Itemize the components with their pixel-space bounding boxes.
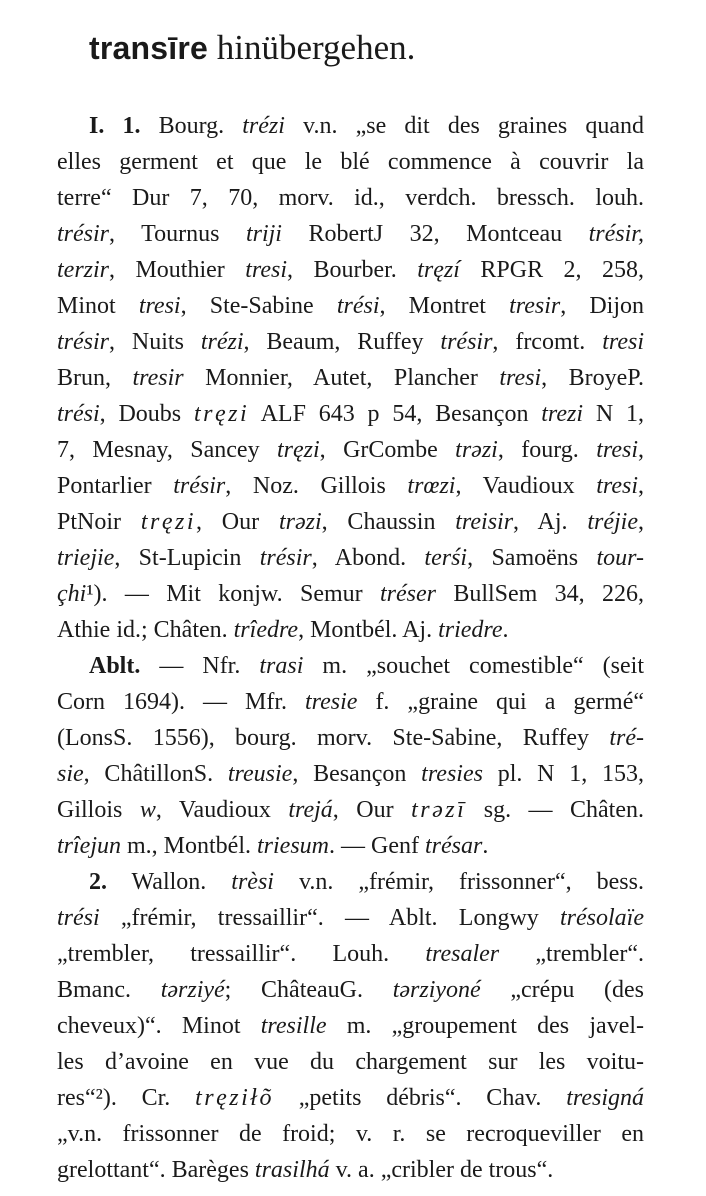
text-line: trési, Doubs tręzi ALF 643 p 54, Besançon trezi N 1, [57, 401, 644, 427]
text-line: les d’avoine en vue du chargement sur les voitu- [57, 1049, 644, 1075]
text-line: trési „frémir, tressaillir“. — Ablt. Longwy trésolaïe [57, 905, 644, 931]
text-line: elles germent et que le blé commence à couvrir la [57, 149, 644, 175]
text-line: Minot tresi, Ste-Sabine trési, Montret tresir, Dijon [57, 293, 644, 319]
text-line: res“²). Cr. tręziłõ „petits débris“. Chav. tresigná [57, 1085, 644, 1111]
entry-gloss: hinübergehen. [216, 28, 416, 67]
text-line: Athie id.; Châten. trîedre, Montbél. Aj. triedre. [57, 617, 509, 643]
text-line: trésir, Nuits trézi, Beaum, Ruffey trésir, frcomt. tresi [57, 329, 644, 355]
text-line: Gillois w, Vaudioux trejá, Our trəzī sg. — Châten. [57, 797, 644, 823]
text-line: Corn 1694). — Mfr. tresie f. „graine qui a germé“ [57, 689, 644, 715]
text-line: Ablt. — Nfr. trasi m. „souchet comestible“ (seit [89, 653, 645, 679]
text-line: grelottant“. Barèges trasilhá v. a. „cribler de trous“. [57, 1157, 554, 1183]
text-line: Bmanc. tərziyé; ChâteauG. tərziyoné „crépu (des [57, 977, 645, 1003]
text-line: Pontarlier trésir, Noz. Gillois trœzi, Vaudioux tresi, [57, 473, 645, 499]
text-line: „trembler, tressaillir“. Louh. tresaler „trembler“. [57, 941, 644, 967]
text-line: I. 1. Bourg. trézi v.n. „se dit des graines quand [89, 113, 644, 139]
text-line: PtNoir tręzi, Our trəzi, Chaussin treisir, Aj. tréjie, [57, 509, 644, 535]
text-line: trésir, Tournus triji RobertJ 32, Montceau trésir, [57, 221, 644, 247]
text-line: cheveux)“. Minot tresille m. „groupement des javel- [57, 1013, 645, 1039]
text-line: Brun, tresir Monnier, Autet, Plancher tresi, BroyeP. [57, 365, 644, 391]
text-line: 7, Mesnay, Sancey tręzi, GrCombe trəzi, fourg. tresi, [57, 437, 644, 463]
text-line: 2. Wallon. trèsi v.n. „frémir, frissonner“, bess. [89, 869, 644, 895]
text-line: trîejun m., Montbél. triesum. — Genf trésar. [57, 833, 489, 859]
text-line: çhi¹). — Mit konjw. Semur tréser BullSem 34, 226, [57, 581, 645, 607]
entry-heading [89, 26, 415, 70]
text-line: sie, ChâtillonS. treusie, Besançon tresies pl. N 1, 153, [57, 761, 645, 787]
text-line: triejie, St-Lupicin trésir, Abond. terśi, Samoëns tour- [57, 545, 644, 571]
text-line: terre“ Dur 7, 70, morv. id., verdch. bressch. louh. [57, 185, 644, 211]
text-line: „v.n. frissonner de froid; v. r. se recroqueviller en [57, 1121, 644, 1147]
text-line: terzir, Mouthier tresi, Bourber. tręzí RPGR 2, 258, [57, 257, 644, 283]
entry-lemma: transīre [89, 30, 208, 66]
text-line: (LonsS. 1556), bourg. morv. Ste-Sabine, Ruffey tré- [57, 725, 644, 751]
